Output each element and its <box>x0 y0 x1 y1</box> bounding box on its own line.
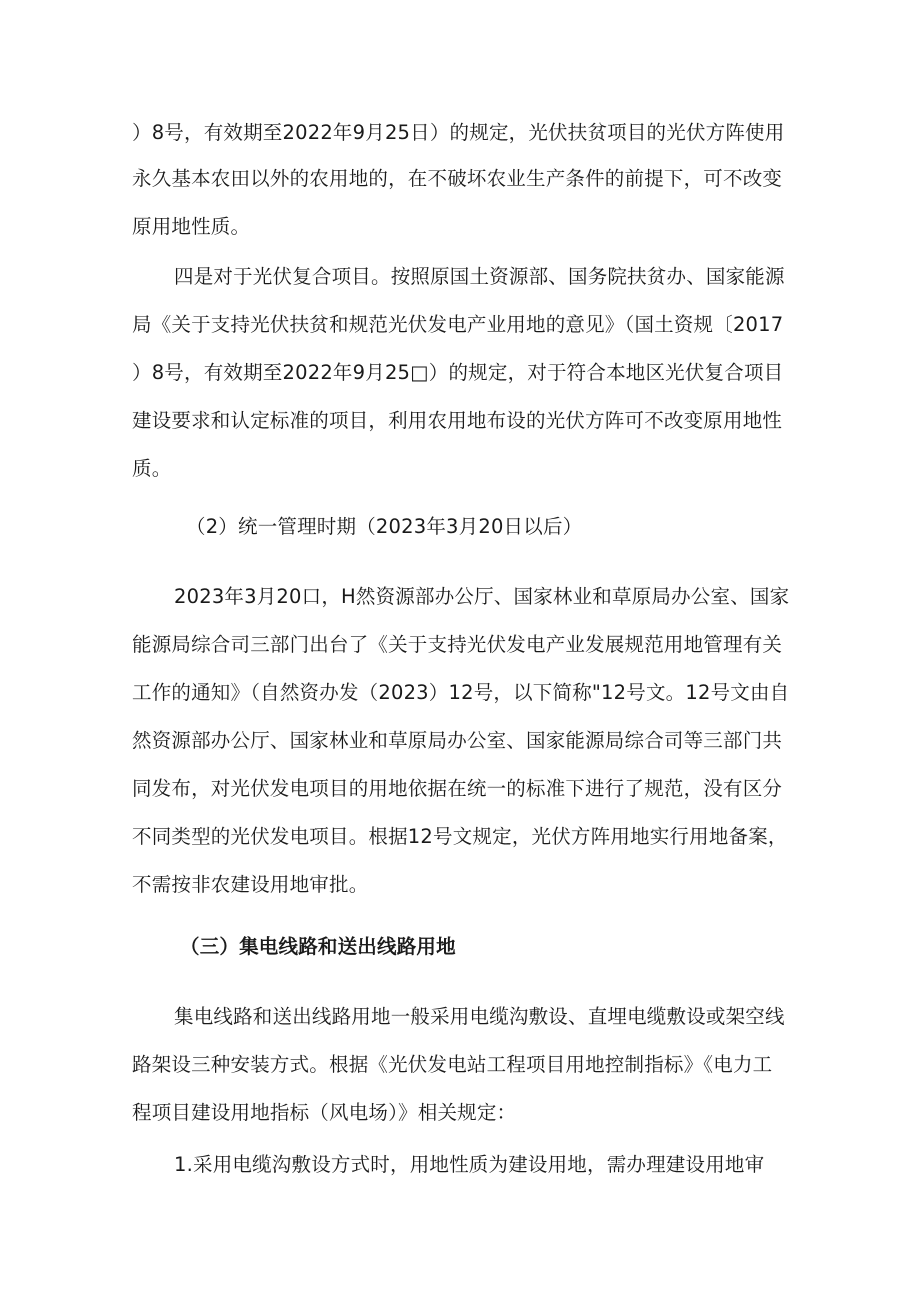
text-line-7: 建设要求和认定标准的项目，利用农用地布设的光伏方阵可不改变原用地性 <box>132 409 783 432</box>
text-line-6: ）8号，有效期至2022年9月25□）的规定，对于符合本地区光伏复合项目 <box>132 361 784 384</box>
text-line-5: 局《关于支持光伏扶贫和规范光伏发电产业用地的意见》（国土资规〔2017 <box>132 313 784 336</box>
text-line-12: 工作的通知》（自然资办发（2023）12号，以下简称"12号文。12号文由自 <box>132 681 790 704</box>
text-line-1: ）8号，有效期至2022年9月25日）的规定，光伏扶贫项目的光伏方阵使用 <box>132 121 785 144</box>
text-line-11: 能源局综合司三部门出台了《关于支持光伏发电产业发展规范用地管理有关 <box>132 633 783 656</box>
text-line-8: 质。 <box>132 457 172 480</box>
text-line-20: 程项目建设用地指标（风电场）》相关规定： <box>132 1101 517 1124</box>
text-line-10: 2023年3月20口，H然资源部办公厅、国家林业和草原局办公室、国家 <box>174 585 790 608</box>
section-subheading: （2）统一管理时期（2023年3月20日以后） <box>186 515 583 538</box>
text-line-21: 1.采用电缆沟敷设方式时，用地性质为建设用地，需办理建设用地审 <box>174 1153 765 1176</box>
text-line-13: 然资源部办公厅、国家林业和草原局办公室、国家能源局综合司等三部门共 <box>132 729 783 752</box>
text-line-2: 永久基本农田以外的农用地的，在不破坏农业生产条件的前提下，可不改变 <box>132 167 783 190</box>
text-line-19: 路架设三种安装方式。根据《光伏发电站工程项目用地控制指标》《电力工 <box>132 1053 773 1076</box>
text-line-16: 不需按非农建设用地审批。 <box>132 873 369 896</box>
text-line-18: 集电线路和送出线路用地一般采用电缆沟敷设、直埋电缆敷设或架空线 <box>174 1005 785 1028</box>
section-heading: （三）集电线路和送出线路用地 <box>180 935 456 958</box>
text-line-14: 同发布，对光伏发电项目的用地依据在统一的标准下进行了规范，没有区分 <box>132 777 783 800</box>
text-line-3: 原用地性质。 <box>132 215 251 238</box>
text-line-15: 不同类型的光伏发电项目。根据12号文规定，光伏方阵用地实行用地备案， <box>132 825 788 848</box>
text-line-4: 四是对于光伏复合项目。按照原国土资源部、国务院扶贫办、国家能源 <box>174 265 785 288</box>
